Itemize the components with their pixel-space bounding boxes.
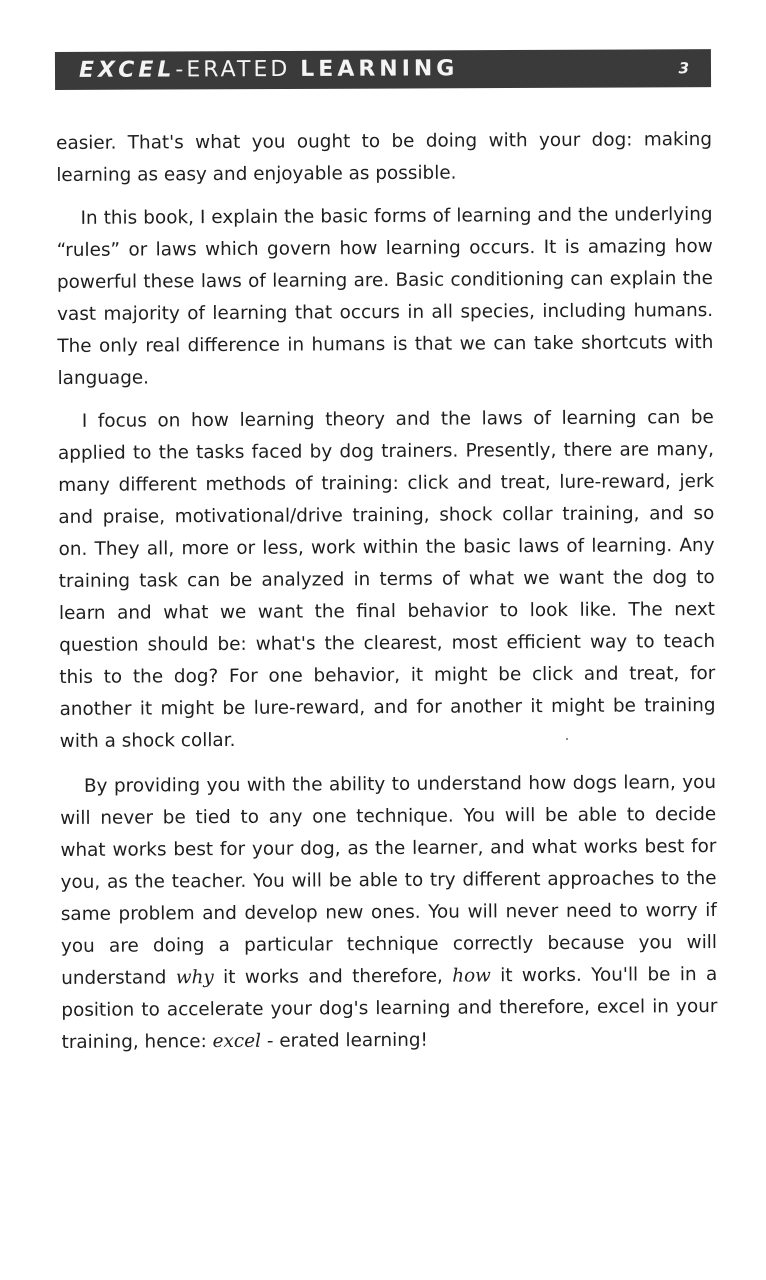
scan-speck: [566, 738, 568, 740]
emphasis-excel: excel: [212, 1030, 262, 1053]
paragraph-text: it works and therefore,: [213, 965, 453, 989]
paragraph-text: it works. You'll be in a position to accelerate your dog's learning and therefore, excel in your training, hence:: [61, 963, 718, 1053]
running-title: [79, 55, 458, 85]
paragraph-text: By providing you with the ability to understand how dogs learn, you will never be tied to any one technique. You will be able to decide what works best for your dog, as the learner, and what works best for you, as the teacher. You will be able to try different approaches to the same problem and develop new ones. You will never need to worry if you are doing a particular technique correctly because you will understand: [60, 771, 718, 989]
paragraph-text: - erated learning!: [260, 1029, 428, 1052]
running-header: [55, 49, 711, 90]
running-title-excel: EXCEL: [78, 57, 176, 83]
emphasis-why: why: [175, 967, 214, 989]
running-title-learning: LEARNING: [300, 56, 459, 82]
paragraph-basic-forms: In this book, I explain the basic forms of learning and the underlying “rules” or laws which govern how learning occurs. It is amazing how powerful these laws of learning are. Basic conditioning can explain the vast majority of learning that occurs in all species, including humans. The only real difference in humans is that we can take shortcuts with language.: [56, 203, 714, 389]
body-text: [56, 124, 718, 1070]
paragraph-continuation: easier. That's what you ought to be doing with your dog: making learning as easy and enjoyable as possible.: [56, 128, 713, 186]
emphasis-how: how: [452, 965, 491, 987]
running-title-erated: -ERATED: [175, 56, 301, 83]
paragraph-training-methods: I focus on how learning theory and the laws of learning can be applied to the tasks faced by dog trainers. Presently, there are many, many different methods of training: click and treat, lure-reward, jerk and praise, motivational/drive training, shock collar training, and so on. They all, more or less, work within the basic laws of learning. Any training task can be analyzed in terms of what we want the dog to learn and what we want the final behavior to look like. The next question should be: what's the clearest, most efficient way to teach this to the dog? For one behavior, it might be click and treat, for another it might be lure-reward, and for another it might be training with a shock collar.: [57, 406, 716, 752]
page-number: 3: [678, 59, 690, 78]
paragraph-understanding: [60, 767, 718, 1059]
